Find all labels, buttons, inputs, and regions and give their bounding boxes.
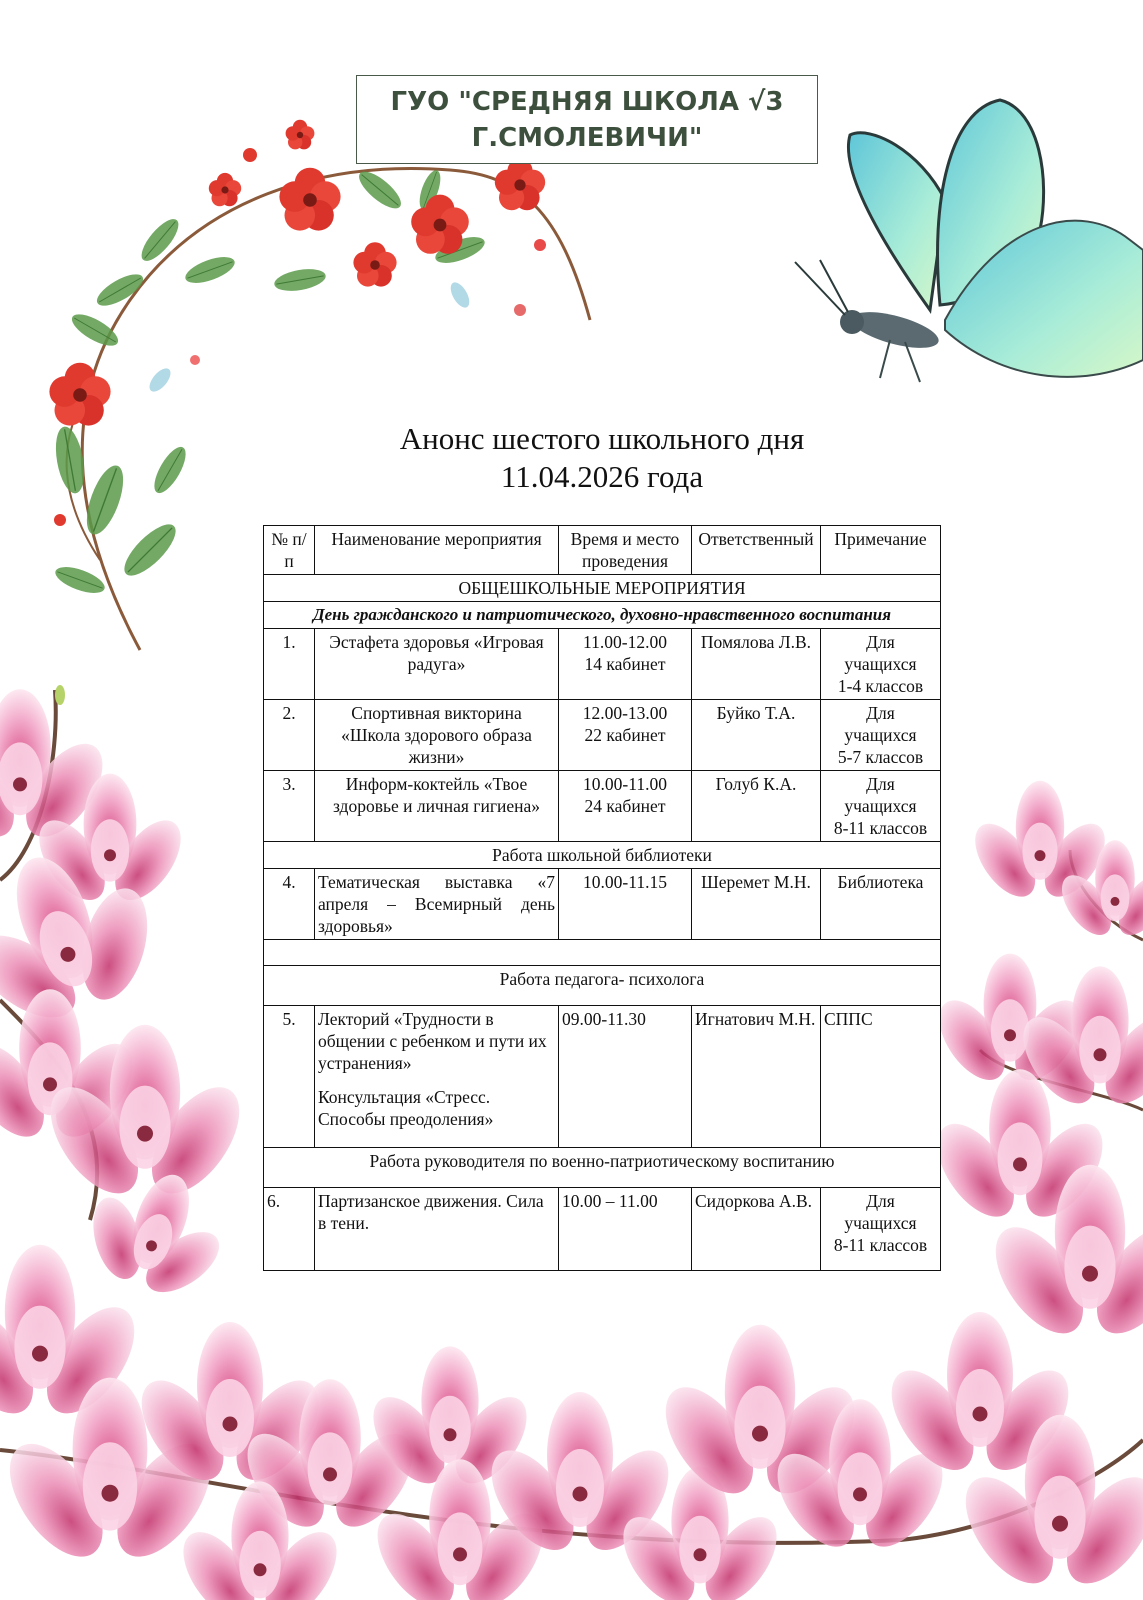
- row-note: Для учащихся 5-7 классов: [821, 700, 941, 771]
- col-header-note: Примечание: [821, 526, 941, 575]
- row-time: 10.00-11.00 24 кабинет: [559, 771, 692, 842]
- row-time: 11.00-12.00 14 кабинет: [559, 629, 692, 700]
- section-row: [264, 966, 941, 1006]
- row-note: Для учащихся 8-11 классов: [821, 771, 941, 842]
- row-responsible: Сидоркова А.В.: [692, 1188, 821, 1271]
- row-note: Для учащихся 1-4 классов: [821, 629, 941, 700]
- row-event: Эстафета здоровья «Игровая радуга»: [315, 629, 559, 700]
- col-header-num: № п/ п: [264, 526, 315, 575]
- row-responsible: Игнатович М.Н.: [692, 1006, 821, 1148]
- col-header-responsible: Ответственный: [692, 526, 821, 575]
- section-row: [264, 575, 941, 602]
- row-event: Спортивная викторина «Школа здорового образа жизни»: [315, 700, 559, 771]
- row-responsible: Буйко Т.А.: [692, 700, 821, 771]
- row-num: 4.: [264, 869, 315, 940]
- section-library: Работа школьной библиотеки: [264, 842, 941, 869]
- table-row: [264, 700, 941, 771]
- section-row: [264, 1148, 941, 1188]
- row-event: Информ-коктейль «Твое здоровье и личная гигиена»: [315, 771, 559, 842]
- section-row: [264, 842, 941, 869]
- school-name-box: [356, 75, 818, 164]
- row-num: 5.: [264, 1006, 315, 1148]
- table-header-row: [264, 526, 941, 575]
- row-note: Библиотека: [821, 869, 941, 940]
- row-num: 1.: [264, 629, 315, 700]
- empty-row: [264, 940, 941, 966]
- row-responsible: Шеремет М.Н.: [692, 869, 821, 940]
- table-row: [264, 629, 941, 700]
- col-header-name: Наименование мероприятия: [315, 526, 559, 575]
- event-lecture: Лекторий «Трудности в общении с ребенком и пути их устранения»: [318, 1009, 547, 1073]
- table-row: [264, 1006, 941, 1148]
- row-num: 3.: [264, 771, 315, 842]
- schedule-table: [263, 525, 941, 1271]
- subsection-civic-day: День гражданского и патриотического, духовно-нравственного воспитания: [264, 602, 941, 629]
- section-general: ОБЩЕШКОЛЬНЫЕ МЕРОПРИЯТИЯ: [264, 575, 941, 602]
- row-num: 2.: [264, 700, 315, 771]
- table-row: [264, 771, 941, 842]
- section-psychologist: Работа педагога- психолога: [264, 966, 941, 1006]
- table-row: [264, 869, 941, 940]
- school-name-line2: Г.СМОЛЕВИЧИ": [471, 122, 703, 153]
- col-header-time: Время и место проведения: [559, 526, 692, 575]
- row-responsible: Голуб К.А.: [692, 771, 821, 842]
- row-time: 09.00-11.30: [559, 1006, 692, 1148]
- title-line1: Анонс шестого школьного дня: [399, 421, 805, 456]
- row-time: 12.00-13.00 22 кабинет: [559, 700, 692, 771]
- row-num: 6.: [264, 1188, 315, 1271]
- title-date: 11.04.2026 года: [500, 459, 704, 494]
- row-event: Партизанское движения. Сила в тени.: [315, 1188, 559, 1271]
- page-title: [300, 420, 904, 496]
- row-note: Для учащихся 8-11 классов: [821, 1188, 941, 1271]
- empty-cell: [264, 940, 941, 966]
- row-event: Тематическая выставка «7 апреля – Всемирный день здоровья»: [315, 869, 559, 940]
- row-event: [315, 1006, 559, 1148]
- section-military-patriotic: Работа руководителя по военно-патриотическому воспитанию: [264, 1148, 941, 1188]
- row-time: 10.00 – 11.00: [559, 1188, 692, 1271]
- butterfly-illustration: [795, 100, 1143, 382]
- row-responsible: Помялова Л.В.: [692, 629, 821, 700]
- subsection-row: [264, 602, 941, 629]
- row-note: СППС: [821, 1006, 941, 1148]
- event-consultation: Консультация «Стресс. Способы преодоления»: [318, 1087, 494, 1129]
- table-row: [264, 1188, 941, 1271]
- row-time: 10.00-11.15: [559, 869, 692, 940]
- school-name-line1: ГУО "СРЕДНЯЯ ШКОЛА √3: [390, 86, 784, 117]
